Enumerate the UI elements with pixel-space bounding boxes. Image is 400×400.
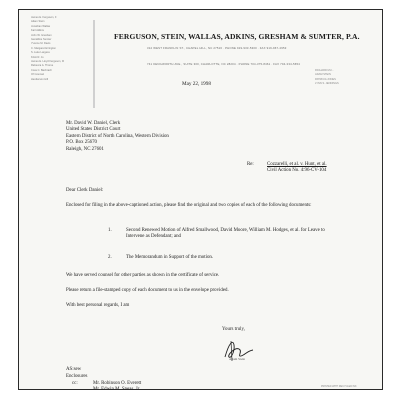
recipient-line: P.O. Box 25670 — [66, 140, 97, 146]
list-number: 2. — [108, 255, 112, 260]
roster-line: ADAM STEIN — [315, 73, 331, 77]
roster-line: Henderson Hill — [31, 77, 49, 81]
recipient-address — [66, 121, 169, 153]
body-paragraph: With best personal regards, I am — [66, 303, 130, 308]
roster-line: LYNN S. JENNINGS — [315, 82, 339, 86]
cc-recipient: Mr. Robinson O. Everett — [93, 381, 142, 386]
roster-line: James E. Ferguson, II — [31, 16, 57, 19]
roster-line: Rebecca A. Thorne — [31, 64, 54, 68]
roster-line: Jonathan Wallas — [31, 24, 51, 28]
firm-address-chapel-hill: 312 WEST FRANKLIN ST., CHAPEL HILL, NC 27516 . PHONE 919-933-5300 . FAX 919-967-4953 — [147, 46, 287, 50]
roster-line: C. Margaret Errington — [31, 46, 56, 50]
salutation: Dear Clerk Daniel: — [66, 188, 104, 193]
complimentary-close: Yours truly, — [222, 327, 245, 332]
roster-line: John W. Gresham — [31, 33, 52, 37]
roster-line: RICHARD MU... — [315, 69, 334, 72]
cc-recipient: Mr. Edwin M. Speas, Jr. — [93, 387, 141, 390]
civil-action-number: Civil Action No. 4:96-CV-104 — [267, 168, 327, 174]
letterhead-divider — [93, 20, 95, 108]
roster-line: Karl Adkins — [31, 29, 44, 33]
letter-date: May 22, 1998 — [182, 81, 211, 87]
recipient-line: Raleigh, NC 27601 — [66, 146, 104, 152]
roster-line: Of Counsel — [31, 73, 44, 77]
list-number: 1. — [108, 228, 112, 233]
re-details — [267, 162, 327, 174]
roster-line: Kristi R. Jo — [31, 55, 44, 59]
firm-name: FERGUSON, STEIN, WALLAS, ADKINS, GRESHAM & SUMTER, P.A. — [114, 32, 360, 41]
typist-initials: AS:sew — [66, 367, 82, 372]
recipient-line: United States District Court — [66, 127, 121, 133]
case-caption: Cozzarelli, et al. v. Hunt, et al. — [267, 162, 327, 167]
letter-page — [18, 9, 383, 390]
recipient-line: Eastern District of North Carolina, Western Division — [66, 133, 169, 139]
right-roster — [315, 69, 339, 87]
printer-mark: PRINTED WITH RECYCLED INK — [321, 385, 357, 388]
body-paragraph: Please return a file-stamped copy of each document to us in the envelope provided. — [66, 288, 229, 293]
body-paragraph: We have served counsel for other parties as shown in the certificate of service. — [66, 273, 220, 278]
roster-line: James E. Lloyd Ferguson, III — [31, 60, 65, 64]
cc-recipients — [93, 381, 141, 390]
roster-line: Coss C. Bachrach — [31, 68, 52, 72]
body-paragraph: Enclosed for filing in the above-captioned action, please find the original and two copies of each of the following documents: — [66, 203, 312, 208]
roster-line: Yvonne M. Davis — [31, 42, 51, 46]
roster-line: Adam Stein — [31, 20, 45, 24]
firm-address-charlotte: 741 KENILWORTH AVE., SUITE 300, CHARLOTTE, NC 28204 . PHONE 704-375-8461 . FAX 704-334-5654 — [147, 62, 300, 66]
list-item-text: The Memorandum in Support of the motion. — [126, 255, 214, 260]
roster-line: S. Luke Largess — [31, 51, 50, 55]
list-item-text: Second Renewed Motion of Alfred Smallwood, David Moore, William M. Hodges, et al. for Leave to Intervene as Defendant; and — [126, 228, 325, 240]
signer-name: Adam Stein — [229, 357, 246, 361]
re-label: Re: — [247, 162, 254, 167]
recipient-line: Mr. David W. Daniel, Clerk — [66, 121, 121, 126]
cc-label: cc: — [72, 381, 78, 386]
enclosures-note: Enclosures — [66, 374, 88, 379]
attorney-roster — [31, 16, 93, 82]
roster-line: PATRICIA JONES — [315, 77, 336, 81]
roster-line: Geraldine Sumter — [31, 38, 52, 42]
